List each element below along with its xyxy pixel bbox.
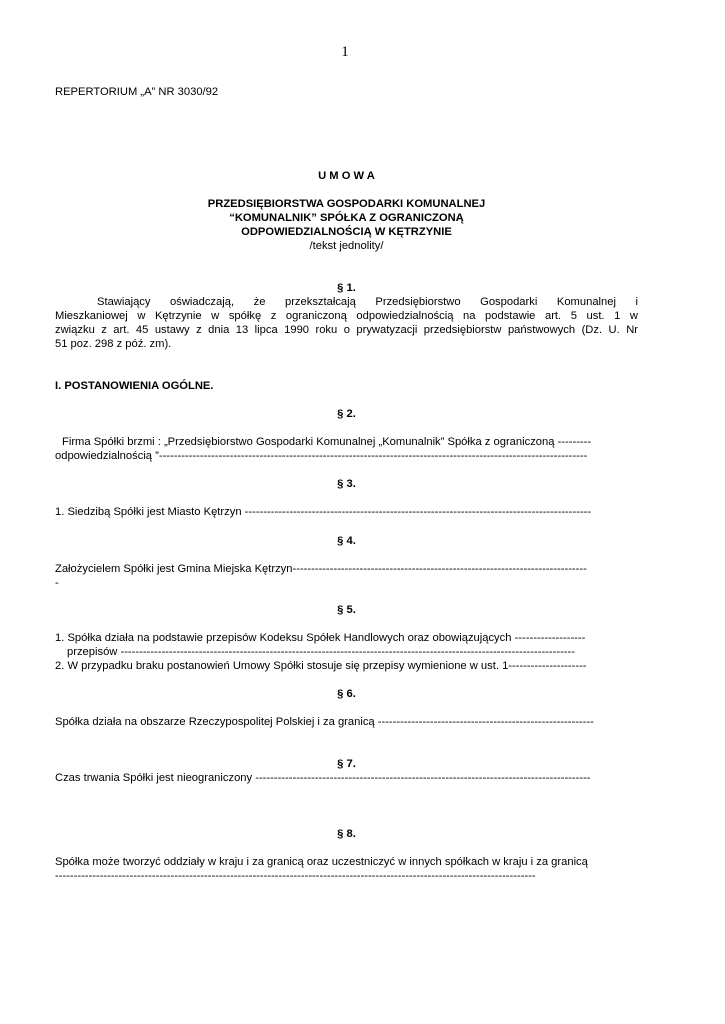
legal-basis-clause: 1. Spółka działa na podstawie przepisów Kodeksu Spółek Handlowych oraz obowiązujących ------------------- [55,632,586,644]
section-heading-general-provisions: I. POSTANOWIENIA OGÓLNE. [55,380,214,392]
paragraph-1-text: związku z art. 45 ustawy z dnia 13 lipca 1990 roku o prywatyzacji przedsiębiorstw państwowych (Dz. U. Nr [55,324,638,336]
founder-clause: Założycielem Spółki jest Gmina Miejska Kętrzyn------------------------------------------------------------------------------- [55,563,587,575]
founder-clause: - [55,577,59,589]
paragraph-1-text: Stawiający oświadczają, że przekształcają Przedsiębiorstwo Gospodarki Komunalnej i [97,296,638,308]
company-name-line-2: “KOMUNALNIK” SPÓŁKA Z OGRANICZONĄ [229,212,464,224]
paragraph-2-heading: § 2. [337,408,356,420]
territory-clause: Spółka działa na obszarze Rzeczypospolitej Polskiej i za granicą ---------------------------------------------------------- [55,716,594,728]
paragraph-3-heading: § 3. [337,478,356,490]
company-name-clause: odpowiedzialnością ”------------------------------------------------------------------------------------------------------------------- [55,450,588,462]
branches-clause: --------------------------------------------------------------------------------------------------------------------------------- [55,870,536,882]
paragraph-1-text: Mieszkaniowej w Kętrzynie w spółkę z ograniczoną odpowiedzialnością na podstawie art. 5 ust. 1 w [55,310,638,322]
paragraph-1-text: 51 poz. 298 z póź. zm). [55,338,172,350]
paragraph-7-heading: § 7. [337,758,356,770]
branches-clause: Spółka może tworzyć oddziały w kraju i za granicą oraz uczestniczyć w innych spółkach w kraju i za granicą [55,856,588,868]
page-number: 1 [341,44,349,60]
document-title: U M O W A [318,170,375,182]
paragraph-1-heading: § 1. [337,282,356,294]
company-name-clause: Firma Spółki brzmi : „Przedsiębiorstwo Gospodarki Komunalnej „Komunalnik” Spółka z ograniczoną --------- [62,436,592,448]
paragraph-6-heading: § 6. [337,688,356,700]
repertorium-number: REPERTORIUM „A” NR 3030/92 [55,86,219,98]
duration-clause: Czas trwania Spółki jest nieograniczony ------------------------------------------------------------------------------------------ [55,772,591,784]
company-name-line-3: ODPOWIEDZIALNOŚCIĄ W KĘTRZYNIE [241,226,452,238]
consolidated-text-note: /tekst jednolity/ [309,240,384,252]
seat-clause: 1. Siedzibą Spółki jest Miasto Kętrzyn --------------------------------------------------------------------------------------------- [55,506,592,518]
paragraph-4-heading: § 4. [337,535,356,547]
company-name-line-1: PRZEDSIĘBIORSTWA GOSPODARKI KOMUNALNEJ [207,198,486,210]
legal-basis-clause: przepisów -------------------------------------------------------------------------------------------------------------------------- [67,646,575,658]
paragraph-5-heading: § 5. [337,604,356,616]
paragraph-8-heading: § 8. [337,828,356,840]
legal-basis-clause: 2. W przypadku braku postanowień Umowy Spółki stosuje się przepisy wymienione w ust. 1--------------------- [55,660,587,672]
